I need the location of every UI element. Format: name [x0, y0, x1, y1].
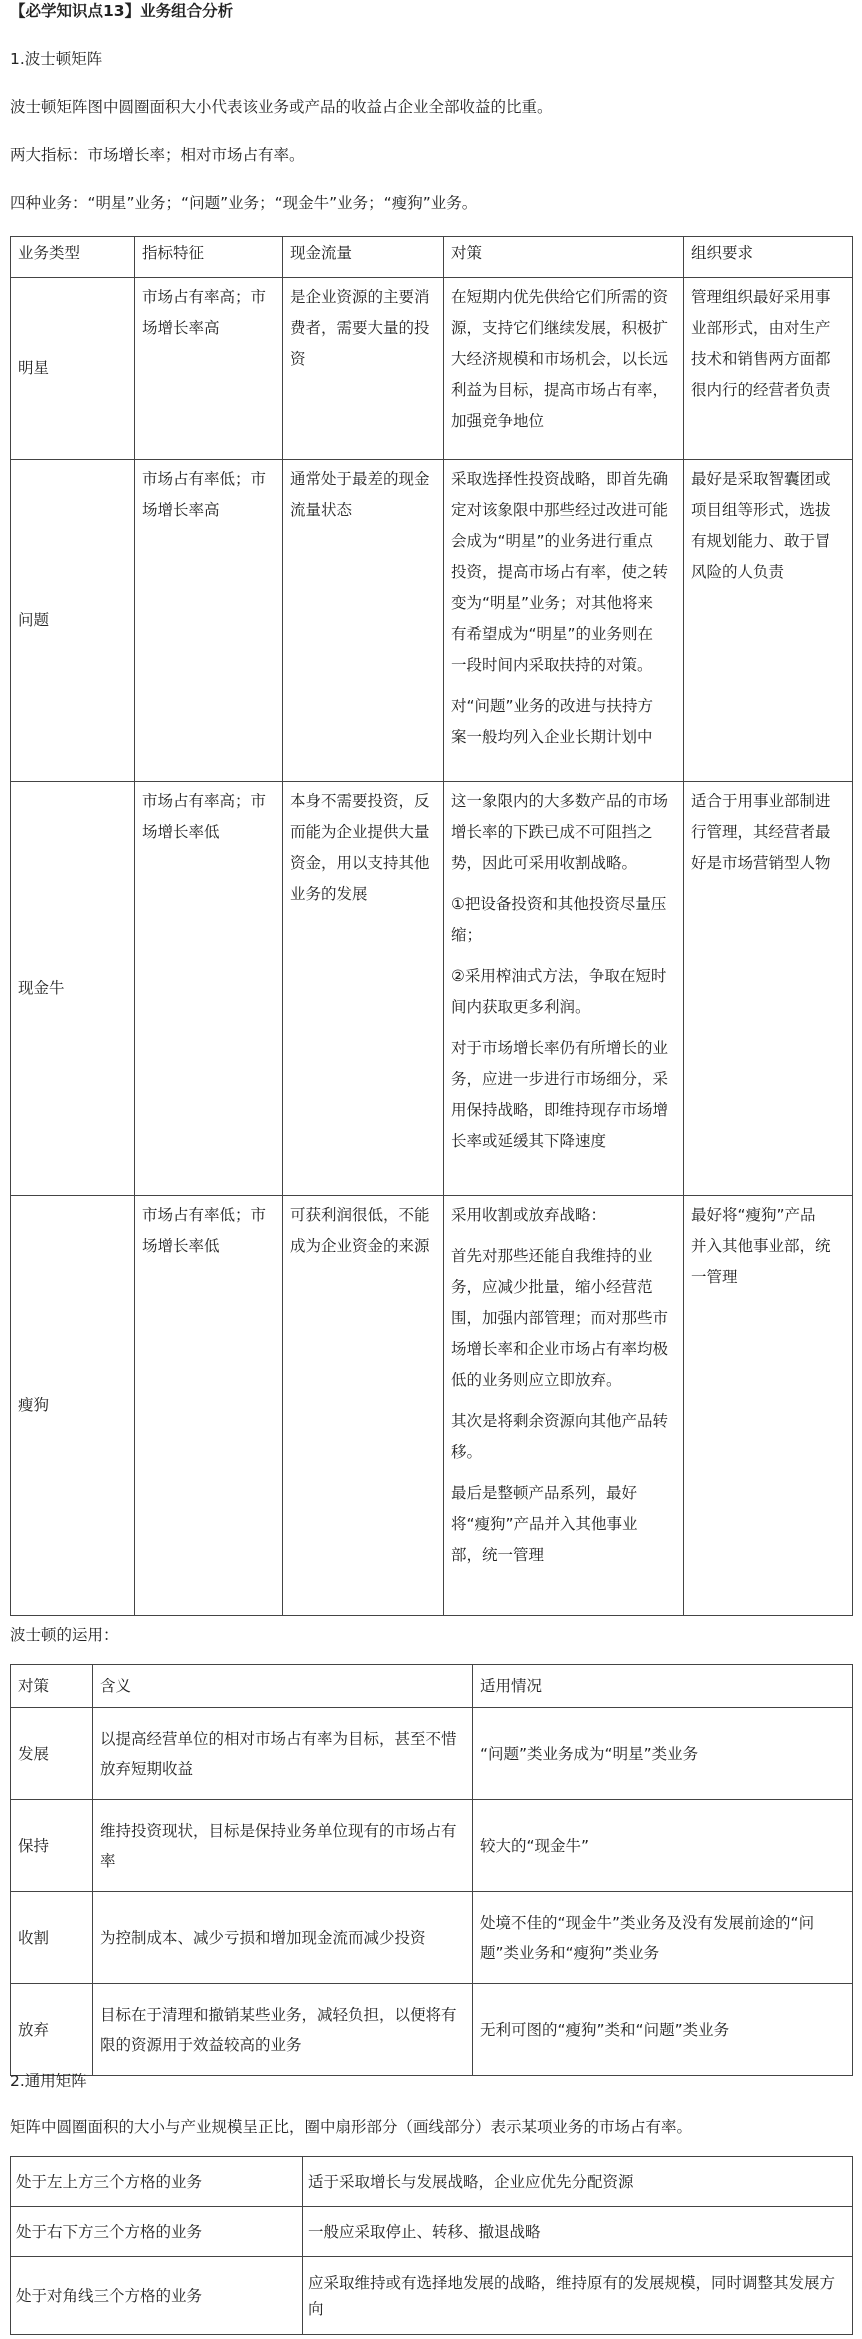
usage-strategy: 发展	[11, 1708, 93, 1800]
org-cell: 适合于用事业部制进 行管理，其经营者最 好是市场营销型人物	[684, 782, 853, 1196]
usage-case: 较大的“现金牛”	[473, 1800, 853, 1892]
strategy-paragraph: 对“问题”业务的改进与扶持方 案一般均列入企业长期计划中	[451, 697, 654, 746]
cashflow-cell: 是企业资源的主要消 费者，需要大量的投 资	[283, 278, 444, 460]
ge-strategy: 一般应采取停止、转移、撤退战略	[303, 2207, 853, 2257]
usage-meaning: 以提高经营单位的相对市场占有率为目标，甚至不惜 放弃短期收益	[93, 1708, 473, 1800]
header-cell: 组织要求	[684, 237, 853, 278]
indicator-cell: 市场占有率高；市 场增长率低	[135, 782, 283, 1196]
org-cell: 最好是采取智囊团或 项目组等形式，选拔 有规划能力、敢于冒 风险的人负责	[684, 460, 853, 782]
strategy-paragraph: ②采用榨油式方法，争取在短时 间内获取更多利润。	[451, 967, 667, 1016]
indicator-cell: 市场占有率低；市 场增长率高	[135, 460, 283, 782]
cashflow-cell: 通常处于最差的现金 流量状态	[283, 460, 444, 782]
usage-meaning: 目标在于清理和撤销某些业务，减轻负担，以便将有 限的资源用于效益较高的业务	[93, 1984, 473, 2076]
header-cell: 对策	[444, 237, 684, 278]
org-cell: 管理组织最好采用事 业部形式，由对生产 技术和销售两方面都 很内行的经营者负责	[684, 278, 853, 460]
ge-matrix-table	[10, 2156, 853, 2335]
usage-case: 处境不佳的“现金牛”类业务及没有发展前途的“问 题”类业务和“瘦狗”类业务	[473, 1892, 853, 1984]
strategy-cell	[444, 782, 684, 1196]
table-row	[11, 1800, 853, 1892]
section1-indicators: 两大指标：市场增长率；相对市场占有率。	[10, 146, 305, 164]
cashflow-cell: 可获利润很低，不能 成为企业资金的来源	[283, 1196, 444, 1616]
usage-case: “问题”类业务成为“明星”类业务	[473, 1708, 853, 1800]
title-bracket: 【必学知识点13】	[10, 2, 141, 20]
org-cell: 最好将“瘦狗”产品 并入其他事业部，统 一管理	[684, 1196, 853, 1616]
strategy-paragraph: ①把设备投资和其他投资尽量压 缩；	[451, 895, 667, 944]
ge-position: 处于右下方三个方格的业务	[11, 2207, 303, 2257]
strategy-paragraph: 其次是将剩余资源向其他产品转 移。	[451, 1412, 669, 1461]
header-cell: 业务类型	[11, 237, 135, 278]
section1-intro: 波士顿矩阵图中圆圈面积大小代表该业务或产品的收益占企业全部收益的比重。	[10, 98, 553, 116]
usage-strategy: 放弃	[11, 1984, 93, 2076]
strategy-cell	[444, 1196, 684, 1616]
business-type: 现金牛	[11, 782, 135, 1196]
usage-case: 无利可图的“瘦狗”类和“问题”类业务	[473, 1984, 853, 2076]
table-row	[11, 2157, 853, 2207]
strategy-cell	[444, 460, 684, 782]
strategy-paragraph: 采用收割或放弃战略：	[451, 1206, 607, 1224]
strategy-cell	[444, 278, 684, 460]
ge-position: 处于对角线三个方格的业务	[11, 2257, 303, 2335]
section1-four-types: 四种业务：“明星”业务；“问题”业务；“现金牛”业务；“瘦狗”业务。	[10, 194, 478, 212]
usage-meaning: 维持投资现状，目标是保持业务单位现有的市场占有 率	[93, 1800, 473, 1892]
strategy-paragraph: 采取选择性投资战略，即首先确 定对该象限中那些经过改进可能 会成为“明星”的业务进行重点 投资，提高市场占有率，使之转 变为“明星”业务；对其他将来 有希望成为“明星”的业务则在 一段时间内采取扶持的对策。	[451, 470, 669, 674]
table-row	[11, 2257, 853, 2335]
usage-strategy: 保持	[11, 1800, 93, 1892]
ge-position: 处于左上方三个方格的业务	[11, 2157, 303, 2207]
matrix-header-row	[11, 237, 853, 278]
table-row	[11, 278, 853, 460]
header-cell: 适用情况	[473, 1665, 853, 1708]
strategy-paragraph: 首先对那些还能自我维持的业 务，应减少批量，缩小经营范 围，加强内部管理；而对那些市 场增长率和企业市场占有率均极 低的业务则应立即放弃。	[451, 1247, 669, 1389]
business-type: 瘦狗	[11, 1196, 135, 1616]
business-type: 明星	[11, 278, 135, 460]
section1-heading: 1.波士顿矩阵	[10, 50, 103, 68]
table-row	[11, 782, 853, 1196]
table-row	[11, 2207, 853, 2257]
table-row	[11, 1984, 853, 2076]
table-row	[11, 460, 853, 782]
usage-heading: 波士顿的运用：	[10, 1626, 119, 1644]
cashflow-cell: 本身不需要投资，反 而能为企业提供大量 资金，用以支持其他 业务的发展	[283, 782, 444, 1196]
header-cell: 现金流量	[283, 237, 444, 278]
page-title	[10, 0, 233, 22]
business-type: 问题	[11, 460, 135, 782]
ge-strategy: 应采取维持或有选择地发展的战略，维持原有的发展规模，同时调整其发展方 向	[303, 2257, 853, 2335]
usage-strategy: 收割	[11, 1892, 93, 1984]
ge-strategy: 适于采取增长与发展战略，企业应优先分配资源	[303, 2157, 853, 2207]
title-text: 业务组合分析	[140, 2, 234, 20]
table-row	[11, 1892, 853, 1984]
strategy-paragraph: 这一象限内的大多数产品的市场 增长率的下跌已成不可阻挡之 势，因此可采用收割战略。	[451, 792, 669, 872]
section2-intro: 矩阵中圆圈面积的大小与产业规模呈正比，圈中扇形部分（画线部分）表示某项业务的市场占有率。	[10, 2118, 693, 2136]
header-cell: 对策	[11, 1665, 93, 1708]
table-row	[11, 1196, 853, 1616]
section2-heading: 2.通用矩阵	[10, 2072, 87, 2090]
usage-meaning: 为控制成本、减少亏损和增加现金流而减少投资	[93, 1892, 473, 1984]
strategy-paragraph: 最后是整顿产品系列，最好 将“瘦狗”产品并入其他事业 部，统一管理	[451, 1484, 638, 1564]
boston-usage-table	[10, 1664, 853, 2076]
indicator-cell: 市场占有率高；市 场增长率高	[135, 278, 283, 460]
header-cell: 含义	[93, 1665, 473, 1708]
strategy-paragraph: 对于市场增长率仍有所增长的业 务，应进一步进行市场细分，采 用保持战略，即维持现存市场增 长率或延缓其下降速度	[451, 1039, 669, 1150]
boston-matrix-table	[10, 236, 853, 1616]
header-cell: 指标特征	[135, 237, 283, 278]
usage-header-row	[11, 1665, 853, 1708]
strategy-paragraph: 在短期内优先供给它们所需的资 源，支持它们继续发展，积极扩 大经济规模和市场机会，以长远 利益为目标，提高市场占有率， 加强竞争地位	[451, 288, 669, 430]
indicator-cell: 市场占有率低；市 场增长率低	[135, 1196, 283, 1616]
table-row	[11, 1708, 853, 1800]
